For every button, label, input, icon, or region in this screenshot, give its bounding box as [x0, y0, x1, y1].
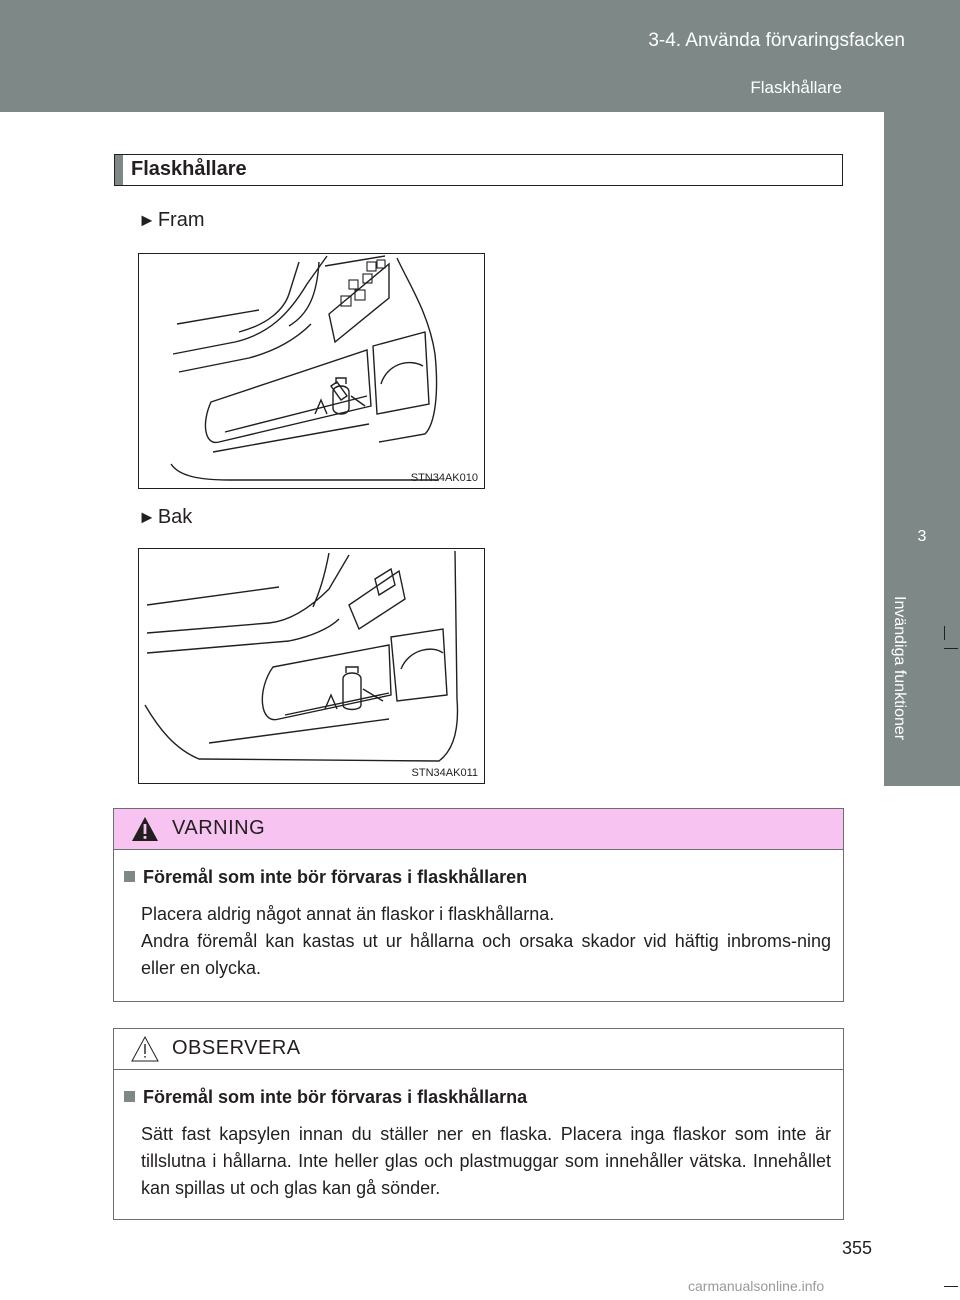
- warning-box: [113, 808, 844, 1002]
- warning-title: VARNING: [172, 817, 266, 839]
- section-heading: [114, 154, 843, 186]
- notice-subheading: [124, 1087, 527, 1108]
- page-header-band: [0, 0, 960, 112]
- chapter-title: 3-4. Använda förvaringsfacken: [648, 30, 905, 51]
- watermark: carmanualsonline.info: [688, 1278, 825, 1294]
- front-label: [138, 209, 205, 232]
- figure-code: STN34AK011: [411, 767, 478, 779]
- chapter-number: 3: [917, 528, 927, 545]
- figure-code: STN34AK010: [410, 472, 478, 484]
- rear-label-text: Bak: [157, 506, 193, 528]
- section-title: Flaskhållare: [750, 78, 842, 97]
- front-door-illustration: [139, 254, 484, 488]
- front-bottle-holder-figure: [138, 253, 485, 489]
- front-label-text: Fram: [157, 209, 205, 231]
- square-bullet-icon: [124, 871, 135, 882]
- square-bullet-icon: [124, 1091, 135, 1102]
- warning-body-line1: Placera aldrig något annat än flaskor i flaskhållarna.: [141, 904, 555, 924]
- arrow-right-icon: ►: [138, 507, 156, 527]
- rear-label: [138, 506, 192, 529]
- heading-title: Flaskhållare: [131, 158, 247, 180]
- crop-mark: [944, 648, 958, 649]
- warning-subheading-text: Föremål som inte bör förvaras i flaskhållaren: [143, 867, 528, 887]
- rear-door-illustration: [139, 549, 484, 783]
- chapter-label: Invändiga funktioner: [891, 596, 908, 741]
- notice-box: [113, 1028, 844, 1220]
- warning-header: [114, 809, 843, 850]
- notice-body: Sätt fast kapsylen innan du ställer ner en flaska. Placera inga flaskor som inte är tillslutna i hållarna. Inte heller glas och plastmuggar som innehåller vätska. Innehållet kan spillas ut och glas kan gå sönder.: [141, 1124, 831, 1198]
- crop-mark: [944, 626, 945, 640]
- arrow-right-icon: ►: [138, 210, 156, 230]
- warning-subheading: [124, 867, 527, 888]
- notice-header: [114, 1029, 843, 1070]
- side-tab-upper: [884, 112, 960, 476]
- warning-triangle-icon: [130, 815, 160, 848]
- warning-body: [141, 901, 831, 982]
- notice-title: OBSERVERA: [172, 1037, 301, 1059]
- caution-triangle-icon: [130, 1035, 160, 1068]
- page-number: 355: [842, 1238, 873, 1258]
- side-tab: [884, 476, 960, 786]
- warning-body-line2: Andra föremål kan kastas ut ur hållarna och orsaka skador vid häftig inbroms-ning eller en olycka.: [141, 931, 831, 978]
- notice-subheading-text: Föremål som inte bör förvaras i flaskhållarna: [143, 1087, 528, 1107]
- heading-accent-bar: [115, 155, 123, 185]
- rear-bottle-holder-figure: [138, 548, 485, 784]
- crop-mark: [944, 1286, 958, 1287]
